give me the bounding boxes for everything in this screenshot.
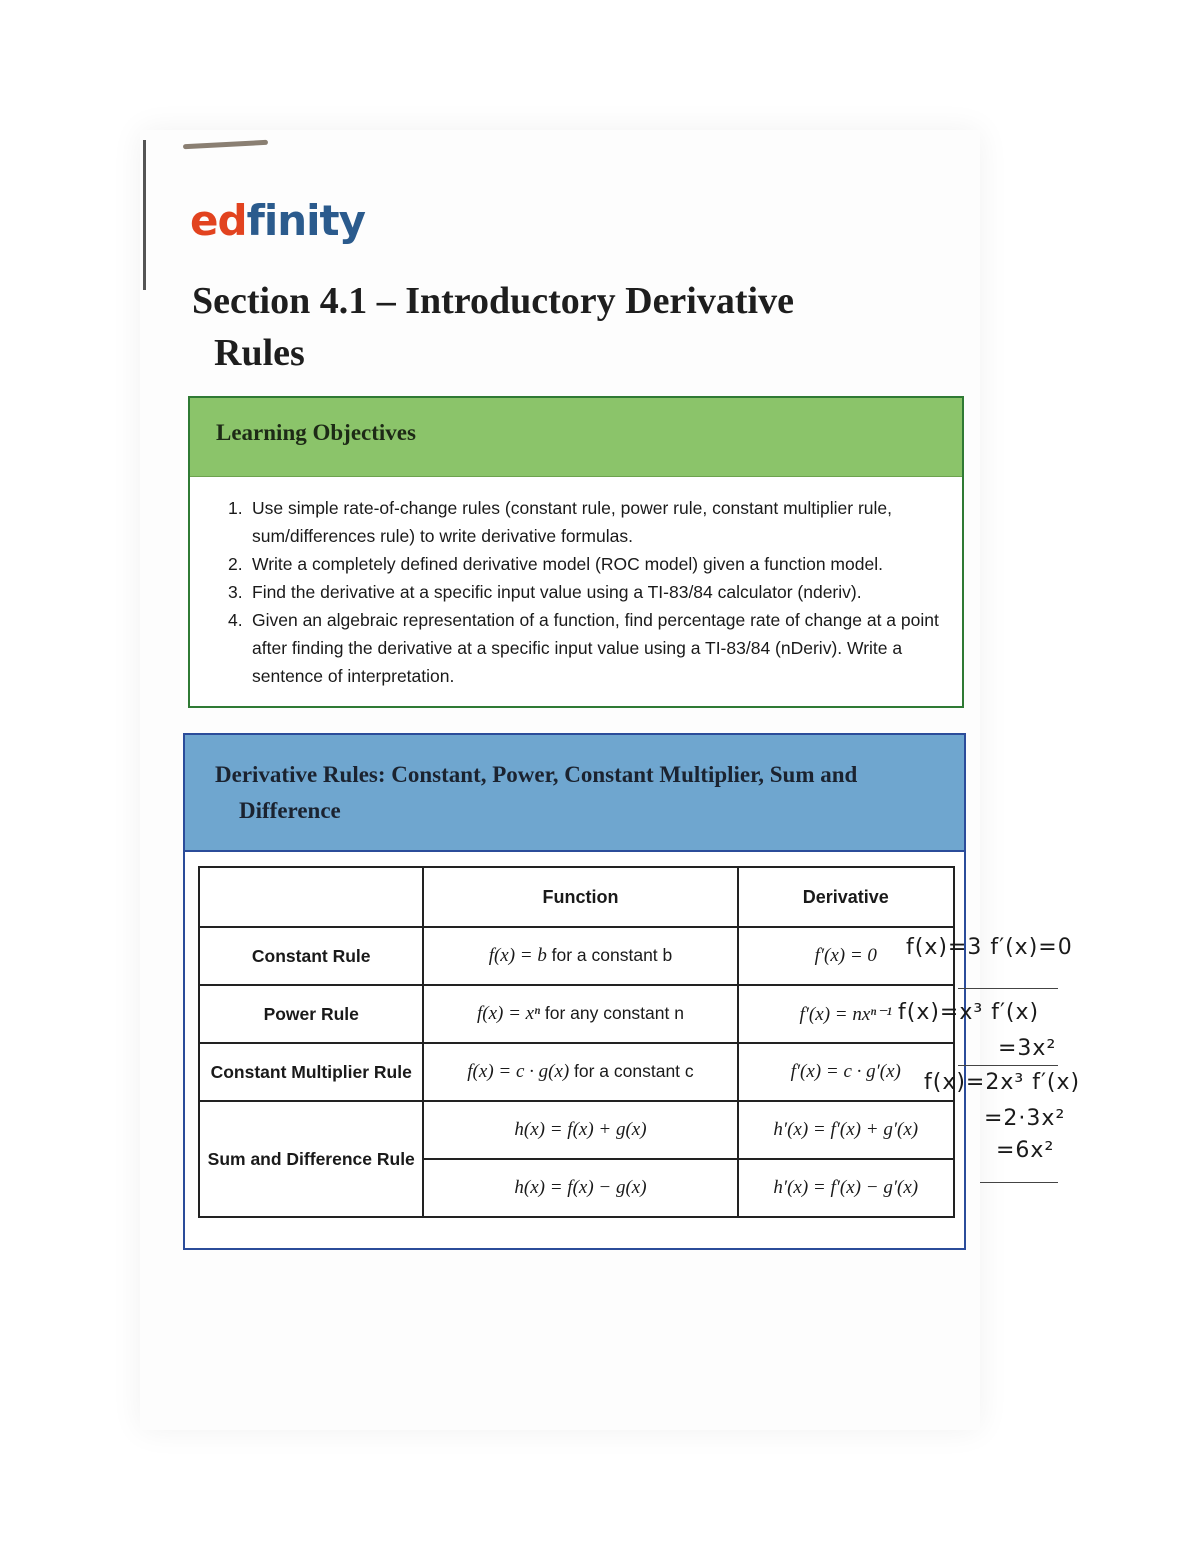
- function-cell: f(x) = b for a constant b: [423, 927, 737, 985]
- table-header-derivative: Derivative: [738, 867, 955, 927]
- title-line1: Section 4.1 – Introductory Derivative: [192, 280, 794, 322]
- function-cell: f(x) = c · g(x) for a constant c: [423, 1043, 737, 1101]
- table-row: [199, 1043, 954, 1101]
- rule-name: Power Rule: [199, 985, 423, 1043]
- table-header-row: [199, 867, 954, 927]
- handwritten-note: =2·3x²: [984, 1106, 1066, 1131]
- derivative-cell: f′(x) = c · g′(x): [738, 1043, 955, 1101]
- handwritten-note: f(x)=3 f′(x)=0: [906, 935, 1073, 960]
- rule-name: Constant Rule: [199, 927, 423, 985]
- table-header-function: Function: [423, 867, 737, 927]
- handwritten-note: f(x)=x³ f′(x): [898, 1000, 1040, 1025]
- handwritten-underline: [980, 1182, 1058, 1183]
- derivative-cell: f′(x) = 0: [738, 927, 955, 985]
- derivative-cell: h′(x) = f′(x) + g′(x): [738, 1101, 955, 1159]
- function-cell: h(x) = f(x) − g(x): [423, 1159, 737, 1217]
- function-cell: f(x) = xⁿ for any constant n: [423, 985, 737, 1043]
- learning-objectives-box: [188, 396, 964, 708]
- handwritten-underline: [958, 1065, 1058, 1066]
- handwritten-note: =3x²: [998, 1036, 1057, 1061]
- handwritten-underline: [958, 988, 1058, 989]
- derivative-rules-heading: Derivative Rules: Constant, Power, Constant Multiplier, Sum and Difference: [215, 762, 858, 823]
- learning-objectives-header: [190, 398, 962, 477]
- table-header-empty: [199, 867, 423, 927]
- handwritten-note: =6x²: [996, 1138, 1055, 1163]
- derivative-cell: f′(x) = nxⁿ⁻¹: [738, 985, 955, 1043]
- rule-name: Sum and Difference Rule: [199, 1101, 423, 1217]
- learning-objectives-heading: Learning Objectives: [216, 420, 416, 445]
- objective-item: 3. Find the derivative at a specific input value using a TI-83/84 calculator (nderiv).: [228, 582, 862, 602]
- table-row: [199, 1101, 954, 1159]
- edfinity-logo: edfinity: [190, 196, 365, 245]
- derivative-rules-table: [198, 866, 955, 1218]
- table-row: [199, 985, 954, 1043]
- page-edge-shadow: [143, 140, 146, 290]
- objectives-list: [220, 494, 940, 690]
- rule-name: Constant Multiplier Rule: [199, 1043, 423, 1101]
- table-row: [199, 927, 954, 985]
- derivative-rules-header: [185, 735, 964, 852]
- handwritten-note: f(x)=2x³ f′(x): [924, 1070, 1081, 1095]
- derivative-cell: h′(x) = f′(x) − g′(x): [738, 1159, 955, 1217]
- title-line2: Rules: [214, 332, 305, 374]
- objective-item: 1. Use simple rate-of-change rules (constant rule, power rule, constant multiplier rule, sum/differences rule) to write derivative formulas.: [228, 498, 893, 546]
- objective-item: 4. Given an algebraic representation of a function, find percentage rate of change at a point after finding the derivative at a specific input value using a TI-83/84 (nDeriv). Write a sentence of interpretation.: [228, 610, 939, 686]
- page-title: [192, 275, 952, 379]
- objective-item: 2. Write a completely defined derivative model (ROC model) given a function model.: [228, 554, 883, 574]
- function-cell: h(x) = f(x) + g(x): [423, 1101, 737, 1159]
